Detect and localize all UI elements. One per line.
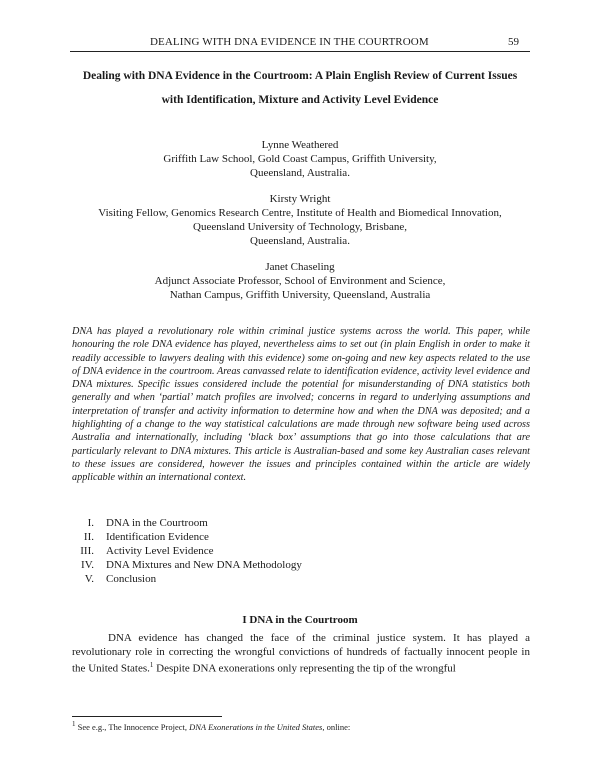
toc-number: V. xyxy=(84,573,94,585)
author-affiliation-line: Queensland, Australia. xyxy=(250,167,350,179)
footnote-title: DNA Exonerations in the United States xyxy=(189,721,323,732)
running-header-title: DEALING WITH DNA EVIDENCE IN THE COURTROOM xyxy=(150,36,429,48)
abstract: DNA has played a revolutionary role within criminal justice systems across the world. This paper, while honouring the role DNA evidence has played, nevertheless aims to set out (in plain English in order to make it readily accessible to lawyers dealing with this evidence) some on-going and new key aspects related to the use of DNA evidence in the courtroom. Areas canvassed relate to identification evidence, activity level evidence and DNA mixtures. Specific issues considered include the potential for misunderstanding of DNA statistics both generally and when ‘partial’ match profiles are involved; concerns in regard to underlying assumptions and interpretation of transfer and activity information to determine how and when the DNA was deposited; and a highlighting of a change to the way statistical calculations are made through new software being used across Australia and internationally, including ‘black box’ assumptions that go into those calculations that are particularly relevant to DNA mixtures. This article is Australian-based and some key Australian cases relevant to these issues are considered, however the issues and principles contained within the article are widely applicable within an international context. xyxy=(72,326,530,484)
footnote-rule xyxy=(72,716,222,717)
paragraph-text-tail: Despite DNA exonerations only representing the tip of the wrongful xyxy=(153,662,456,675)
footnote-marker: 1 xyxy=(72,720,76,728)
page-number: 59 xyxy=(508,36,519,48)
toc-item: Activity Level Evidence xyxy=(106,545,214,557)
author-affiliation-line: Nathan Campus, Griffith University, Queensland, Australia xyxy=(169,289,431,301)
toc-number: III. xyxy=(80,545,94,557)
toc-item: Identification Evidence xyxy=(106,531,209,543)
footnote xyxy=(72,720,350,732)
toc-item: Conclusion xyxy=(106,573,157,585)
toc-number: II. xyxy=(83,531,94,543)
toc-number: IV. xyxy=(81,559,94,571)
toc-item: DNA Mixtures and New DNA Methodology xyxy=(106,559,302,571)
section-heading: I DNA in the Courtroom xyxy=(242,614,358,626)
author-name: Janet Chaseling xyxy=(265,261,335,273)
footnote-reference[interactable]: 1 xyxy=(149,661,154,669)
author-name: Lynne Weathered xyxy=(261,139,339,151)
paragraph-text-lead: DNA evidence has changed the face of the criminal justice system. It has played a revolutionary role in correcting the wrongful convictions of hundreds of factually innocent people in the United States. xyxy=(72,632,530,675)
author-affiliation-line: Visiting Fellow, Genomics Research Centre, Institute of Health and Biomedical Innovation, xyxy=(98,207,502,219)
toc-item: DNA in the Courtroom xyxy=(106,517,208,529)
author-affiliation-line: Queensland, Australia. xyxy=(250,235,350,247)
paper-title-line-1: Dealing with DNA Evidence in the Courtroom: A Plain English Review of Current Issues xyxy=(82,70,518,82)
author-affiliation-line: Griffith Law School, Gold Coast Campus, Griffith University, xyxy=(163,153,437,165)
header-rule xyxy=(70,51,530,52)
author-affiliation-line: Adjunct Associate Professor, School of Environment and Science, xyxy=(154,275,446,287)
author-name: Kirsty Wright xyxy=(269,193,331,205)
paper-title-line-2: with Identification, Mixture and Activity Level Evidence xyxy=(161,94,439,106)
body-paragraph xyxy=(72,632,530,676)
author-affiliation-line: Queensland University of Technology, Brisbane, xyxy=(193,221,407,233)
footnote-suffix: , online: xyxy=(322,721,351,732)
toc-number: I. xyxy=(87,517,94,529)
footnote-prefix: See e.g., The Innocence Project, xyxy=(75,721,190,732)
